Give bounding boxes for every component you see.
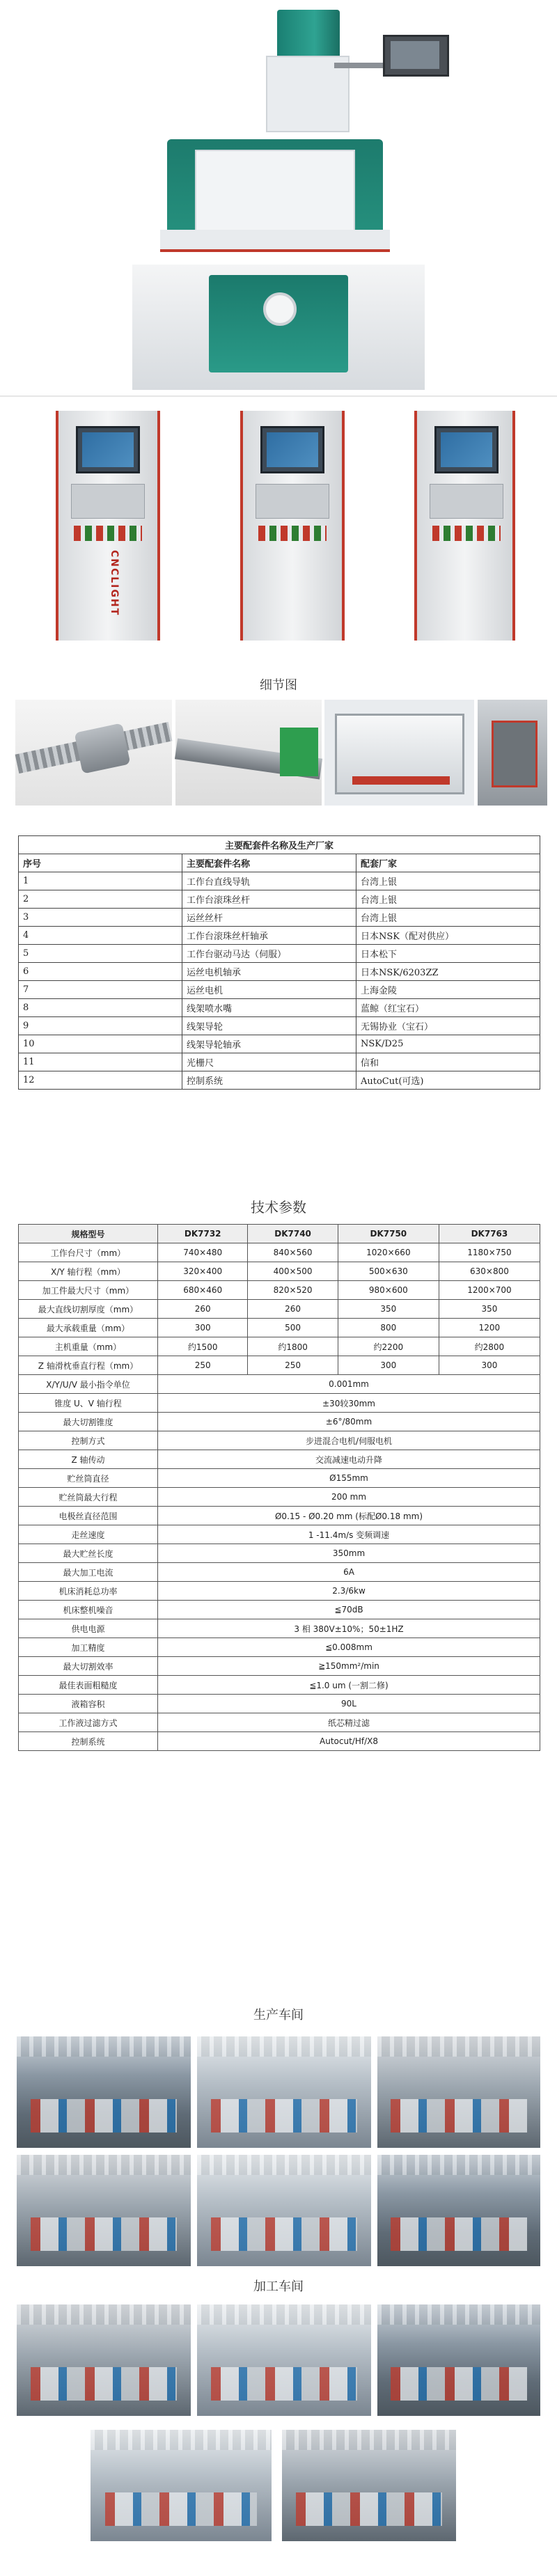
cell: 2 [19,890,182,909]
processing-photo [17,2304,191,2416]
cell: 350 [338,1300,439,1319]
table-row [19,1507,540,1525]
cell: 加工件最大尺寸（mm） [19,1281,158,1300]
cell: 贮丝筒最大行程 [19,1488,158,1507]
parts-table-caption: 主要配套件名称及生产厂家 [19,836,540,854]
cell: 630×800 [439,1262,540,1281]
cell: 机床消耗总功率 [19,1582,158,1601]
cell: 控制系统 [19,1732,158,1751]
cell: 7 [19,981,182,999]
cell: Z 轴滑枕垂直行程（mm） [19,1356,158,1375]
cell: 最佳表面粗糙度 [19,1676,158,1695]
cell: 运丝电机 [182,981,356,999]
cell: NSK/D25 [356,1035,540,1053]
cell: 台湾上银 [356,872,540,890]
table-row [19,1281,540,1300]
cell: 1200×700 [439,1281,540,1300]
detail-heading: 细节图 [260,678,297,693]
table-row [19,963,540,981]
cell: 350mm [158,1544,540,1563]
cell: 运丝电机轴承 [182,963,356,981]
cell: 走丝速度 [19,1525,158,1544]
cell: 最大承载重量（mm） [19,1319,158,1337]
table-row [19,1243,540,1262]
cell: 纸芯精过滤 [158,1713,540,1732]
cell: 主机重量（mm） [19,1337,158,1356]
cell: 1 -11.4m/s 变频调速 [158,1525,540,1544]
table-header: DK7763 [439,1225,540,1243]
cell: 液箱容积 [19,1695,158,1713]
processing-photo [282,2430,456,2541]
production-heading: 生产车间 [253,2008,304,2023]
cell: 260 [248,1300,338,1319]
wire-drum-icon [263,292,297,326]
cell: 840×560 [248,1243,338,1262]
cell: 最大贮丝长度 [19,1544,158,1563]
table-row [19,1413,540,1431]
cell: 工作台滚珠丝杆 [182,890,356,909]
cell: 3 [19,909,182,927]
cell: 最大切割效率 [19,1657,158,1676]
cell: 控制系统 [182,1071,356,1090]
table-header-row [19,1225,540,1243]
control-panel [256,484,329,519]
cell: 250 [158,1356,248,1375]
monitor-icon [383,35,449,77]
table-row [19,999,540,1017]
workshop-photo [377,2155,540,2266]
cell: 820×520 [248,1281,338,1300]
table-row [19,1262,540,1281]
workshop-photo [17,2155,191,2266]
table-row [19,1300,540,1319]
cell: ≦1.0 um (一割二修) [158,1676,540,1695]
cell: 5 [19,945,182,963]
cell: 800 [338,1319,439,1337]
cell: 约1800 [248,1337,338,1356]
table-row [19,1657,540,1676]
cell: 1020×660 [338,1243,439,1262]
cell: X/Y 轴行程（mm） [19,1262,158,1281]
control-cabinet-photo [414,411,515,641]
cell: 9 [19,1017,182,1035]
cell: 300 [158,1319,248,1337]
cell: 信和 [356,1053,540,1071]
cell: 交流减速电动升降 [158,1450,540,1469]
cell: 线架喷水嘴 [182,999,356,1017]
cell: 工作液过滤方式 [19,1713,158,1732]
parts-table [18,835,540,1090]
table-row [19,1469,540,1488]
cell: 1 [19,872,182,890]
cell: ≦0.008mm [158,1638,540,1657]
cell: 1180×750 [439,1243,540,1262]
table-row [19,1525,540,1544]
cell: ≧150mm²/min [158,1657,540,1676]
table-row [19,1071,540,1090]
cell: 贮丝筒直径 [19,1469,158,1488]
table-row [19,909,540,927]
table-header: 主要配套件名称 [182,854,356,872]
cell: 500×630 [338,1262,439,1281]
cabinet-brand: CNCLIGHT [109,550,120,617]
table-row [19,1695,540,1713]
cell: 最大加工电流 [19,1563,158,1582]
table-row [19,1676,540,1695]
table-row [19,1638,540,1657]
processing-photo [197,2304,371,2416]
table-header: 序号 [19,854,182,872]
table-row [19,872,540,890]
cell: 260 [158,1300,248,1319]
table-row [19,1544,540,1563]
cell: 350 [439,1300,540,1319]
cell: 上海金陵 [356,981,540,999]
cell: 工作台尺寸（mm） [19,1243,158,1262]
table-row [19,1394,540,1413]
cell: 日本NSK（配对供应） [356,927,540,945]
button-row-icon [74,526,142,541]
machine-window [195,150,355,233]
table-row [19,1582,540,1601]
table-row [19,1375,540,1394]
table-row [19,1732,540,1751]
spec-table [18,1224,540,1751]
processing-heading: 加工车间 [253,2279,304,2294]
cell: 400×500 [248,1262,338,1281]
control-cabinet-photo [240,411,345,641]
control-cabinet-photo [56,411,160,641]
screen-icon [76,426,140,473]
spec-heading: 技术参数 [251,1199,306,1216]
cell: 200 mm [158,1488,540,1507]
cell: 线架导轮 [182,1017,356,1035]
cell: 蓝鲸（红宝石） [356,999,540,1017]
monitor-arm [334,63,390,68]
cell: 无锡协业（宝石） [356,1017,540,1035]
table-row [19,1337,540,1356]
button-row-icon [432,526,501,541]
worktable-photo [324,700,474,806]
screen-icon [434,426,499,473]
cell: 8 [19,999,182,1017]
cell: 300 [439,1356,540,1375]
table-row [19,1619,540,1638]
processing-photo [377,2304,540,2416]
cell: 10 [19,1035,182,1053]
cell: 约1500 [158,1337,248,1356]
table-row [19,1450,540,1469]
divider [0,395,557,397]
machine-trim [160,230,390,252]
cell: 约2800 [439,1337,540,1356]
cell: 工作台驱动马达（伺服） [182,945,356,963]
cell: 光栅尺 [182,1053,356,1071]
table-header: DK7750 [338,1225,439,1243]
cell: 台湾上银 [356,909,540,927]
cell: 980×600 [338,1281,439,1300]
cell: 250 [248,1356,338,1375]
control-panel [430,484,503,519]
screen-icon [260,426,324,473]
cell: X/Y/U/V 最小指令单位 [19,1375,158,1394]
cell: 运丝丝杆 [182,909,356,927]
table-row [19,1431,540,1450]
cell: 680×460 [158,1281,248,1300]
table-row [19,927,540,945]
cell: 步进混合电机/伺服电机 [158,1431,540,1450]
table-header: 配套厂家 [356,854,540,872]
wire-frame-photo [478,700,547,806]
cell: 控制方式 [19,1431,158,1450]
cell: 日本NSK/6203ZZ [356,963,540,981]
table-row [19,1563,540,1582]
table-row [19,1017,540,1035]
cell: 日本松下 [356,945,540,963]
table-row [19,1356,540,1375]
table-row [19,1601,540,1619]
cell: 2.3/6kw [158,1582,540,1601]
cell: 最大切割锥度 [19,1413,158,1431]
table-header: DK7740 [248,1225,338,1243]
table-row [19,1035,540,1053]
table-row [19,1053,540,1071]
workshop-photo [197,2036,371,2148]
ball-screw-photo [15,700,172,806]
linear-guide-photo [175,700,322,806]
cell: AutoCut(可选) [356,1071,540,1090]
table-header: DK7732 [158,1225,248,1243]
cell: ±30较30mm [158,1394,540,1413]
cell: 供电电源 [19,1619,158,1638]
cell: 工作台滚珠丝杆轴承 [182,927,356,945]
cell: 机床整机噪音 [19,1601,158,1619]
table-row [19,1319,540,1337]
workshop-photo [197,2155,371,2266]
cell: 台湾上银 [356,890,540,909]
cell: 90L [158,1695,540,1713]
table-header: 规格型号 [19,1225,158,1243]
table-row [19,890,540,909]
cell: 6A [158,1563,540,1582]
cell: 740×480 [158,1243,248,1262]
cell: 工作台直线导轨 [182,872,356,890]
cell: 锥度 U、V 轴行程 [19,1394,158,1413]
cell: 约2200 [338,1337,439,1356]
cell: 300 [338,1356,439,1375]
cell: Autocut/Hf/X8 [158,1732,540,1751]
cell: 线架导轮轴承 [182,1035,356,1053]
machine-photo [104,0,453,390]
table-row [19,1488,540,1507]
cell: 3 相 380V±10%；50±1HZ [158,1619,540,1638]
cell: 500 [248,1319,338,1337]
cell: 320×400 [158,1262,248,1281]
cell: ≦70dB [158,1601,540,1619]
cell: Ø0.15 - Ø0.20 mm (标配Ø0.18 mm) [158,1507,540,1525]
cell: 6 [19,963,182,981]
button-row-icon [258,526,327,541]
table-row [19,945,540,963]
cell: 1200 [439,1319,540,1337]
cell: 11 [19,1053,182,1071]
cell: Ø155mm [158,1469,540,1488]
cell: 加工精度 [19,1638,158,1657]
cell: 4 [19,927,182,945]
table-row [19,981,540,999]
control-panel [71,484,145,519]
workshop-photo [377,2036,540,2148]
cell: 电极丝直径范围 [19,1507,158,1525]
table-row [19,1713,540,1732]
workshop-photo [17,2036,191,2148]
processing-photo [91,2430,272,2541]
cell: 最大直线切割厚度（mm） [19,1300,158,1319]
cell: Z 轴传动 [19,1450,158,1469]
cell: ±6°/80mm [158,1413,540,1431]
cell: 0.001mm [158,1375,540,1394]
cell: 12 [19,1071,182,1090]
